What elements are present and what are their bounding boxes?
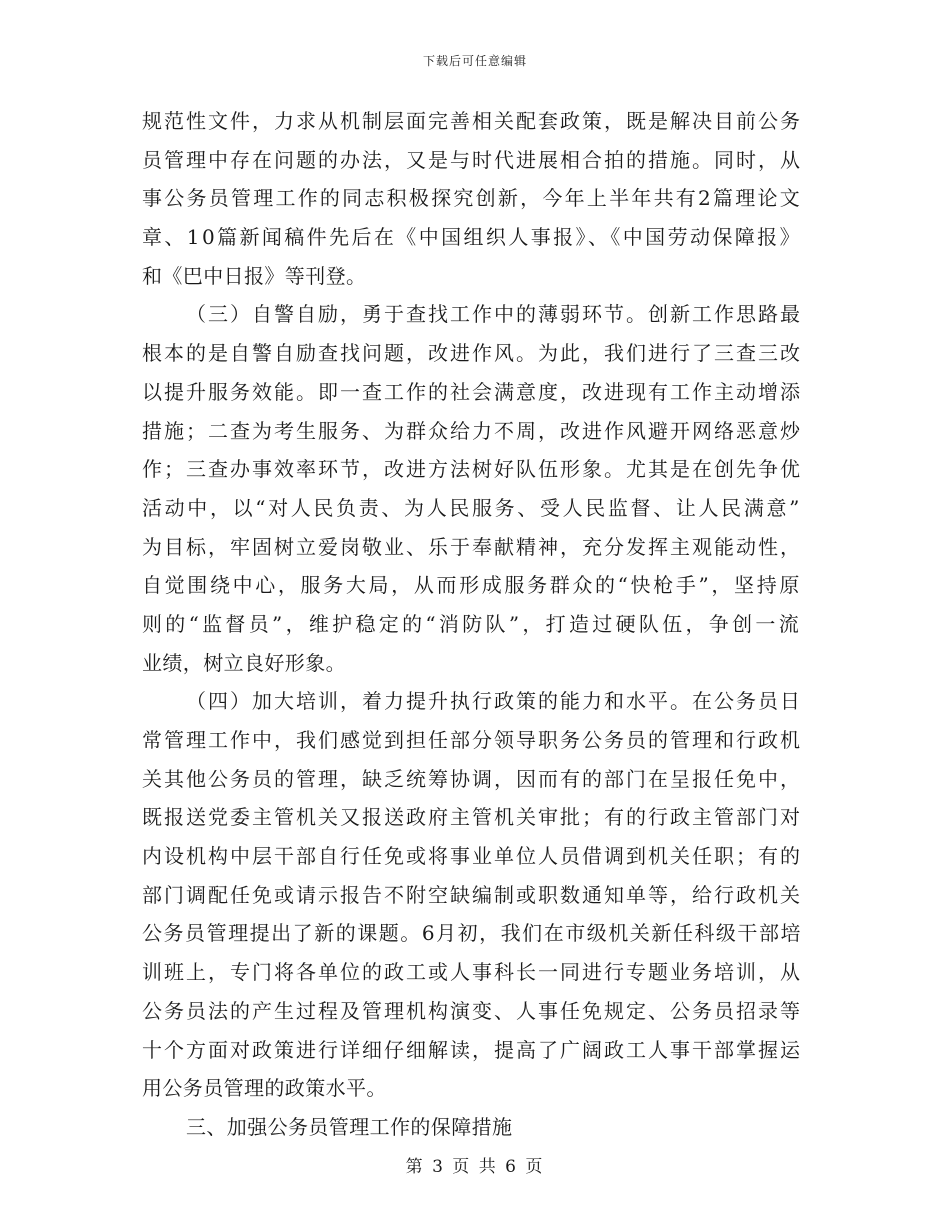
text-line: 关其他公务员的管理，缺乏统筹协调，因而有的部门在呈报任免中， <box>142 766 802 791</box>
text-line: 用公务员管理的政策水平。 <box>142 1076 387 1101</box>
text-line: 和《巴中日报》等刊登。 <box>142 263 367 288</box>
text-line: 公务员管理提出了新的课题。6月初，我们在市级机关新任科级干部培 <box>142 921 802 946</box>
text-line: 内设机构中层干部自行任免或将事业单位人员借调到机关任职；有的 <box>142 844 802 869</box>
text-line: 自觉围绕中心，服务大局，从而形成服务群众的“快枪手”，坚持原 <box>142 573 802 598</box>
text-line: 十个方面对政策进行详细仔细解读，提高了广阔政工人事干部掌握运 <box>142 1037 802 1062</box>
text-line: 为目标，牢固树立爱岗敬业、乐于奉献精神，充分发挥主观能动性， <box>142 534 802 559</box>
text-line: 员管理中存在问题的办法，又是与时代进展相合拍的措施。同时，从 <box>142 147 802 172</box>
text-line: 常管理工作中，我们感觉到担任部分领导职务公务员的管理和行政机 <box>142 728 802 752</box>
text-line: （三）自警自励，勇于查找工作中的薄弱环节。创新工作思路最 <box>186 302 802 327</box>
text-line: 规范性文件，力求从机制层面完善相关配套政策，既是解决目前公务 <box>142 109 802 133</box>
text-line: 章、10篇新闻稿件先后在《中国组织人事报》、《中国劳动保障报》 <box>142 225 802 250</box>
text-line: 以提升服务效能。即一查工作的社会满意度，改进现有工作主动增添 <box>142 379 802 404</box>
text-line: 三、加强公务员管理工作的保障措施 <box>186 1114 513 1139</box>
text-line: 根本的是自警自励查找问题，改进作风。为此，我们进行了三查三改 <box>142 341 802 366</box>
text-line: 活动中，以“对人民负责、为人民服务、受人民监督、让人民满意” <box>142 495 802 520</box>
text-line: 则的“监督员”，维护稳定的“消防队”，打造过硬队伍，争创一流 <box>142 611 802 636</box>
text-line: （四）加大培训，着力提升执行政策的能力和水平。在公务员日 <box>186 689 802 714</box>
text-line: 公务员法的产生过程及管理机构演变、人事任免规定、公务员招录等 <box>142 998 802 1023</box>
page-footer: 第 3 页 共 6 页 <box>405 1157 545 1177</box>
text-line: 作；三查办事效率环节，改进方法树好队伍形象。尤其是在创先争优 <box>142 457 802 482</box>
document-body <box>142 102 802 1147</box>
text-line: 业绩，树立良好形象。 <box>142 650 346 675</box>
text-line: 训班上，专门将各单位的政工或人事科长一同进行专题业务培训，从 <box>142 960 802 985</box>
page-header: 下载后可任意编辑 <box>422 54 527 68</box>
text-line: 部门调配任免或请示报告不附空缺编制或职数通知单等，给行政机关 <box>142 882 802 907</box>
text-line: 既报送党委主管机关又报送政府主管机关审批；有的行政主管部门对 <box>142 805 802 830</box>
text-line: 措施；二查为考生服务、为群众给力不周，改进作风避开网络恶意炒 <box>142 418 802 443</box>
text-line: 事公务员管理工作的同志积极探究创新，今年上半年共有2篇理论文 <box>142 186 802 211</box>
